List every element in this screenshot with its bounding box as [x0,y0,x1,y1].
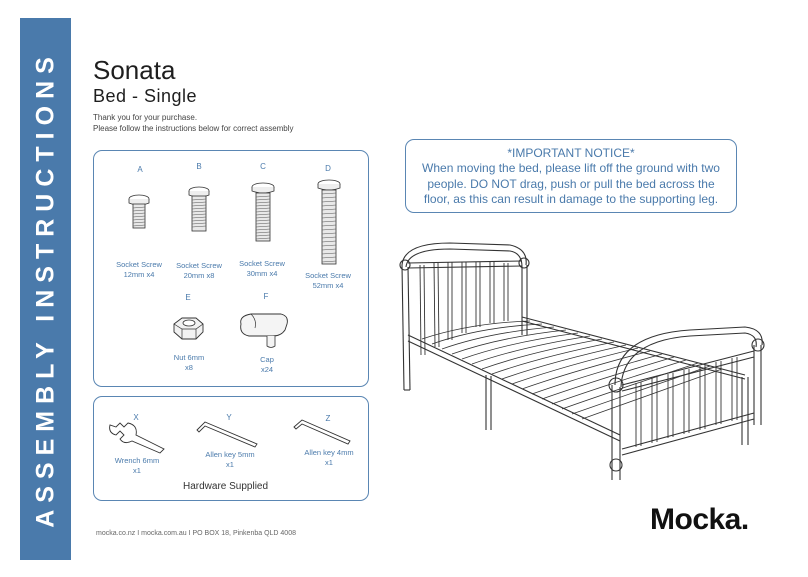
part-letter-e: E [185,293,191,302]
tool-y-label: Allen key 5mm x1 [205,450,255,469]
important-notice [405,139,737,213]
cap-icon [233,306,293,350]
part-letter-d: D [325,164,331,173]
sidebar-label: ASSEMBLY INSTRUCTIONS [31,50,60,528]
tool-z-label: Allen key 4mm x1 [304,448,354,467]
tool-letter-x: X [133,413,139,422]
notice-title: *IMPORTANT NOTICE* [507,146,635,160]
part-letter-a: A [137,165,143,174]
allen-key-4mm-icon [292,417,354,445]
intro-instructions: Please follow the instructions below for correct assembly [93,124,294,133]
page-title: Sonata [93,55,176,85]
tool-letter-z: Z [325,414,331,423]
part-c-label: Socket Screw 30mm x4 [239,259,285,278]
part-e-label: Nut 6mm x8 [173,353,205,372]
notice-body: When moving the bed, please lift off the ground with two people. DO NOT drag, push or pull the bed across the floor, as this can result in damage to the supporting leg. [422,161,720,206]
bed-illustration [390,235,770,485]
brand-logo: Mocka. [650,503,749,536]
part-a-label: Socket Screw 12mm x4 [116,260,162,279]
socket-screw-b-icon [184,185,216,235]
allen-key-5mm-icon [195,418,261,448]
part-letter-b: B [196,162,202,171]
socket-screw-a-icon [124,193,156,233]
wrench-icon [106,419,166,455]
footer-contact: mocka.co.nz I mocka.com.au I PO BOX 18, Pinkenba QLD 4008 [96,530,296,537]
intro-thanks: Thank you for your purchase. [93,113,198,122]
part-b-label: Socket Screw 20mm x8 [176,261,222,280]
part-letter-c: C [260,162,266,171]
socket-screw-d-icon [312,178,346,268]
socket-screw-c-icon [248,181,280,245]
tool-letter-y: Y [226,413,232,422]
part-f-label: Cap x24 [260,355,274,374]
hardware-supplied-label: Hardware Supplied [183,481,269,492]
tool-x-label: Wrench 6mm x1 [114,456,160,475]
nut-icon [168,314,208,344]
page-subtitle: Bed - Single [93,86,198,106]
part-d-label: Socket Screw 52mm x4 [305,271,351,290]
part-letter-f: F [263,292,269,301]
